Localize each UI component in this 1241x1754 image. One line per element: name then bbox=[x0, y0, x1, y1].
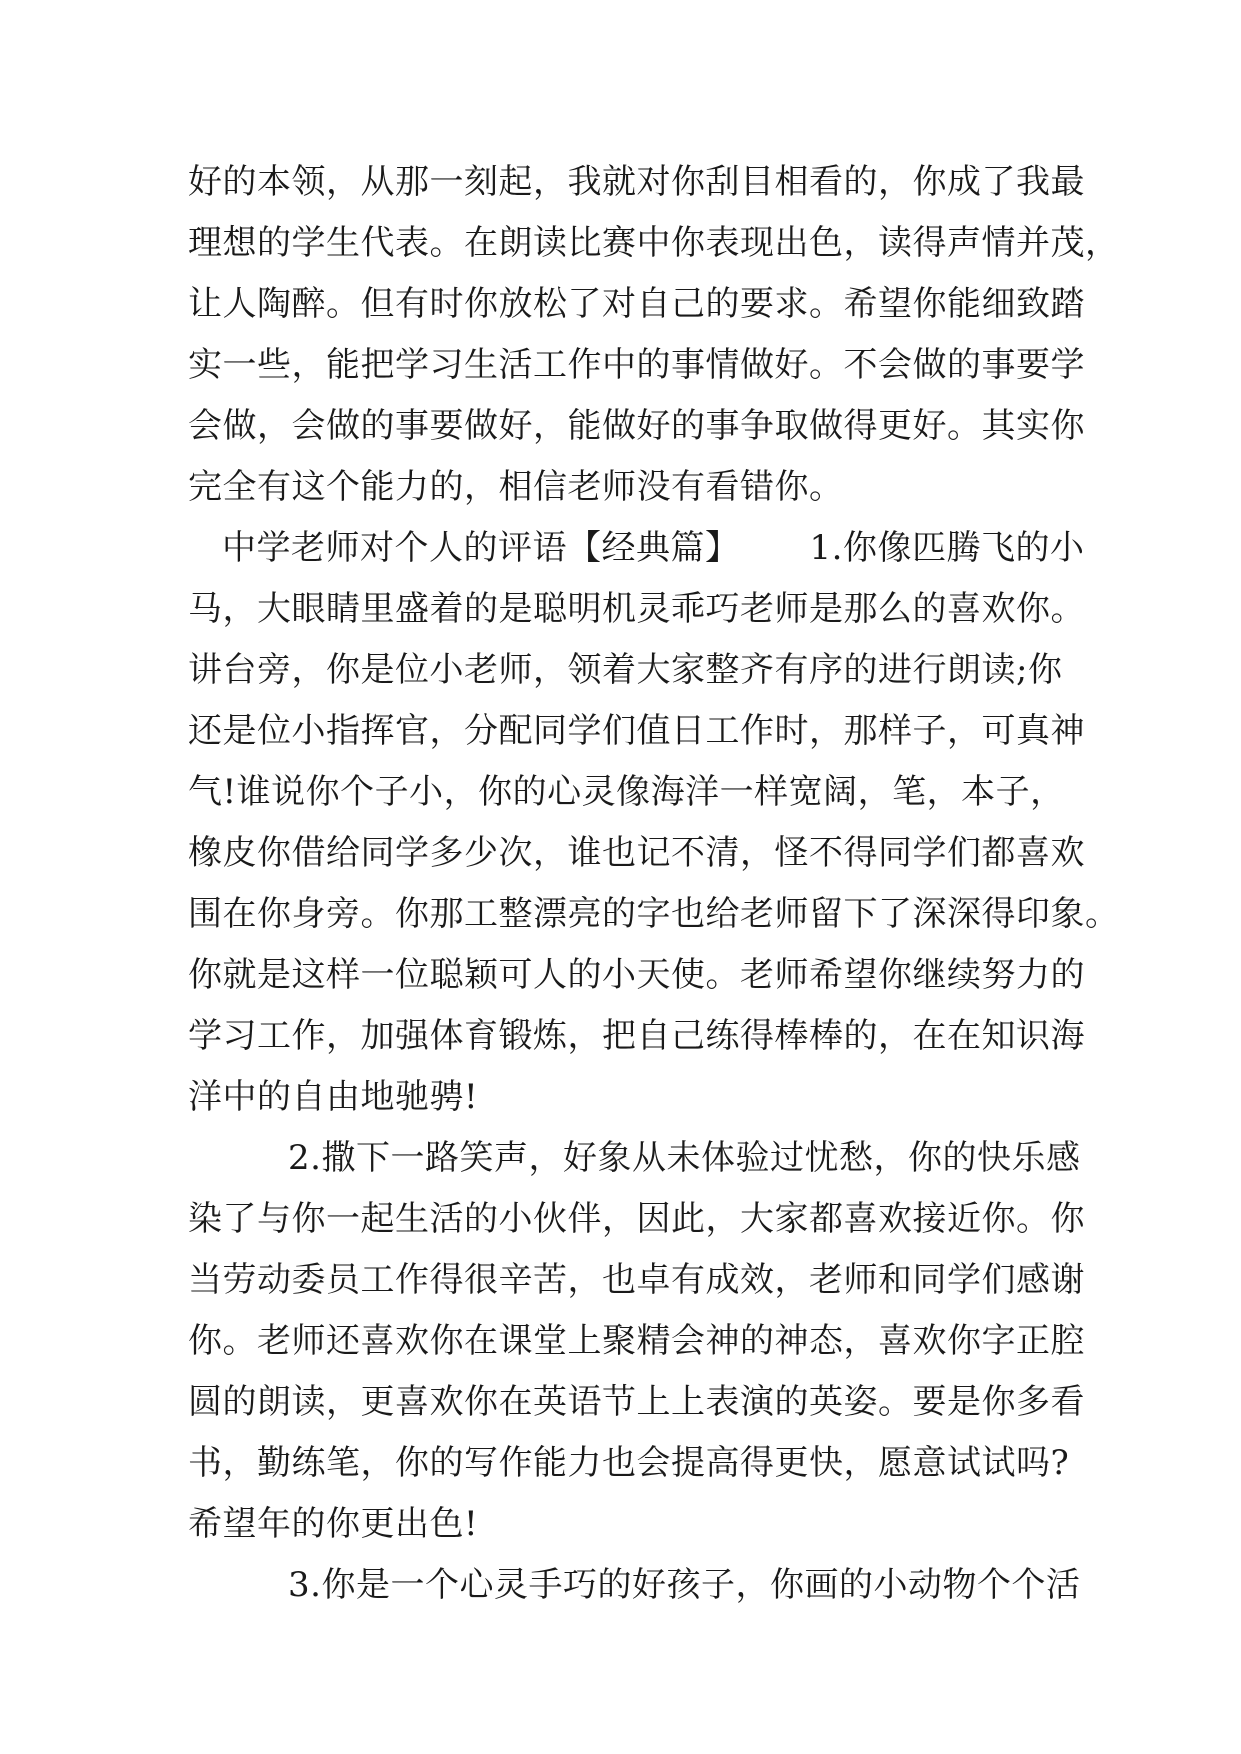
paragraph-line: 当劳动委员工作得很辛苦，也卓有成效，老师和同学们感谢 bbox=[188, 1260, 1085, 1300]
paragraph-line: 完全有这个能力的，相信老师没有看错你。 bbox=[188, 467, 844, 507]
paragraph-line: 让人陶醉。但有时你放松了对自己的要求。希望你能细致踏 bbox=[188, 284, 1085, 324]
paragraph-line: 还是位小指挥官，分配同学们值日工作时，那样子，可真神 bbox=[188, 711, 1085, 751]
paragraph-line: 洋中的自由地驰骋! bbox=[188, 1077, 479, 1117]
item1-first-line: 1.你像匹腾飞的小 bbox=[809, 528, 1085, 568]
paragraph-line: 橡皮你借给同学多少次，谁也记不清，怪不得同学们都喜欢 bbox=[188, 833, 1085, 873]
paragraph-line: 3.你是一个心灵手巧的好孩子，你画的小动物个个活 bbox=[288, 1565, 1081, 1605]
paragraph-line: 围在你身旁。你那工整漂亮的字也给老师留下了深深得印象。 bbox=[188, 894, 1120, 934]
paragraph-line: 书，勤练笔，你的写作能力也会提高得更快，愿意试试吗? bbox=[188, 1443, 1070, 1483]
section-heading: 中学老师对个人的评语【经典篇】 bbox=[222, 528, 740, 568]
paragraph-line: 学习工作，加强体育锻炼，把自己练得棒棒的，在在知识海 bbox=[188, 1016, 1085, 1056]
paragraph-line: 会做，会做的事要做好，能做好的事争取做得更好。其实你 bbox=[188, 406, 1085, 446]
section-heading-line bbox=[188, 518, 1085, 579]
paragraph-line: 染了与你一起生活的小伙伴，因此，大家都喜欢接近你。你 bbox=[188, 1199, 1085, 1239]
paragraph-line: 理想的学生代表。在朗读比赛中你表现出色，读得声情并茂， bbox=[188, 223, 1120, 263]
paragraph-line: 好的本领，从那一刻起，我就对你刮目相看的，你成了我最 bbox=[188, 162, 1085, 202]
paragraph-line: 气!谁说你个子小，你的心灵像海洋一样宽阔，笔，本子， bbox=[188, 772, 1065, 812]
paragraph-line: 马，大眼睛里盛着的是聪明机灵乖巧老师是那么的喜欢你。 bbox=[188, 589, 1085, 629]
paragraph-line: 圆的朗读，更喜欢你在英语节上上表演的英姿。要是你多看 bbox=[188, 1382, 1085, 1422]
paragraph-line: 希望年的你更出色! bbox=[188, 1504, 479, 1544]
paragraph-line: 实一些，能把学习生活工作中的事情做好。不会做的事要学 bbox=[188, 345, 1085, 385]
paragraph-line: 2.撒下一路笑声，好象从未体验过忧愁，你的快乐感 bbox=[288, 1138, 1081, 1178]
paragraph-line: 讲台旁，你是位小老师，领着大家整齐有序的进行朗读;你 bbox=[188, 650, 1063, 690]
paragraph-line: 你。老师还喜欢你在课堂上聚精会神的神态，喜欢你字正腔 bbox=[188, 1321, 1085, 1361]
document-body bbox=[188, 152, 1120, 1616]
paragraph-line: 你就是这样一位聪颖可人的小天使。老师希望你继续努力的 bbox=[188, 955, 1085, 995]
